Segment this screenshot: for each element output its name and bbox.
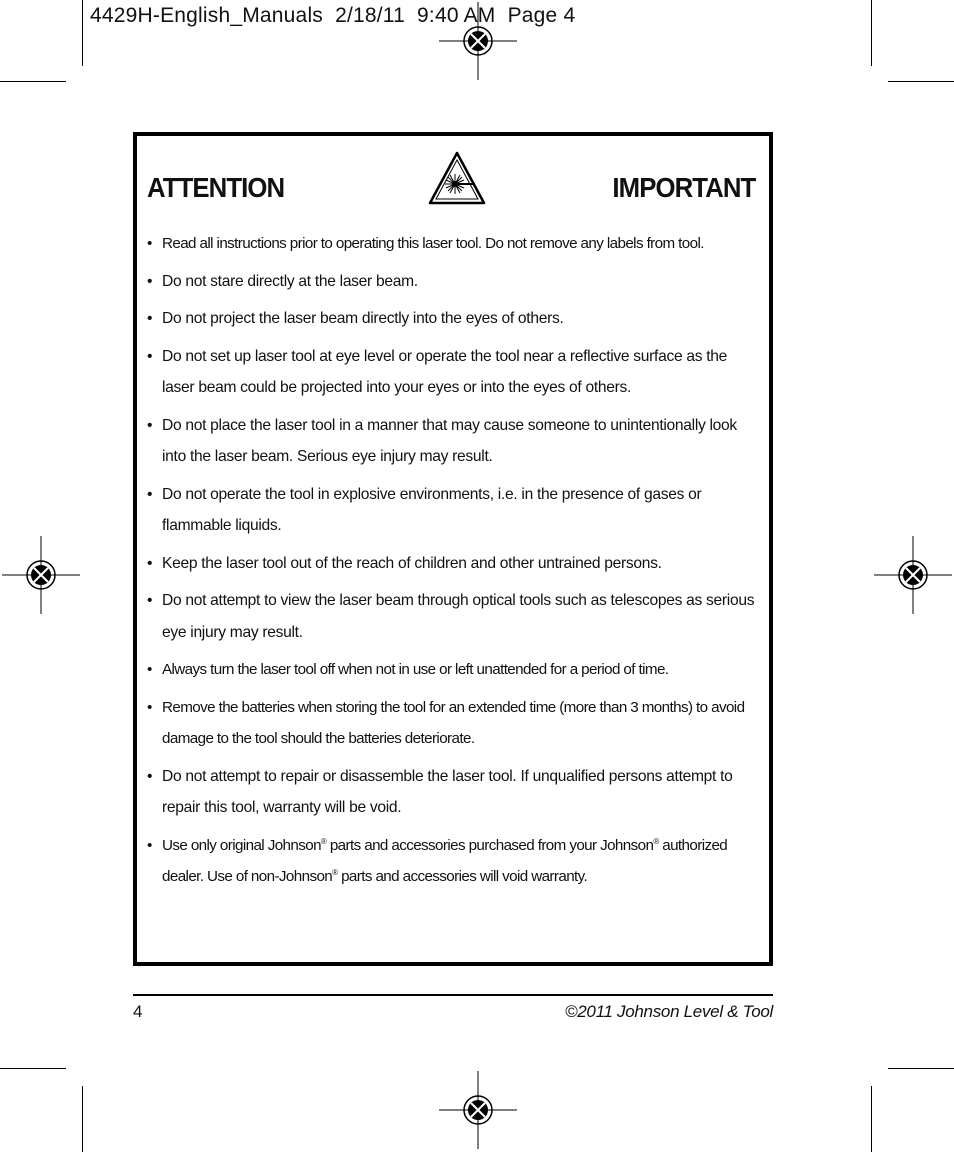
registration-mark-icon [2, 536, 80, 614]
registration-mark-icon [439, 2, 517, 80]
warning-list [147, 228, 763, 899]
crop-mark [0, 1068, 66, 1069]
laser-warning-icon [427, 150, 487, 206]
list-item: • Use only original Johnson® parts and accessories purchased from your Johnson® authorized dealer. Use of non-Johnson® parts and accessories will void warranty. [147, 836, 728, 885]
list-item: • Do not stare directly at the laser beam. [147, 272, 418, 290]
list-item: • Read all instructions prior to operating this laser tool. Do not remove any labels from tool. [147, 235, 704, 252]
list-item: • Keep the laser tool out of the reach of children and other untrained persons. [147, 554, 662, 572]
crop-mark [888, 1068, 954, 1069]
registered-mark: ® [332, 867, 338, 877]
list-item: • Do not set up laser tool at eye level or operate the tool near a reflective surface as the laser beam could be projected into your eyes or into the eyes of others. [147, 347, 728, 396]
crop-mark [871, 1086, 872, 1152]
list-item: • Do not project the laser beam directly into the eyes of others. [147, 310, 564, 327]
print-slug: 4429H-English_Manuals 2/18/11 9:40 AM Page 4 [90, 4, 576, 27]
laser-safety-warning-box [133, 132, 773, 966]
page-number: 4 [133, 1002, 143, 1021]
copyright-notice: ©2011 Johnson Level & Tool [565, 1002, 773, 1021]
list-item: • Always turn the laser tool off when not in use or left unattended for a period of time. [147, 661, 669, 678]
list-item: • Do not place the laser tool in a manner that may cause someone to unintentionally look into the laser beam. Serious eye injury may result. [147, 416, 737, 465]
registered-mark: ® [320, 836, 327, 846]
list-item: • Remove the batteries when storing the tool for an extended time (more than 3 months) to avoid damage to the tool should the batteries deteriorate. [147, 698, 745, 747]
list-item: • Do not attempt to view the laser beam through optical tools such as telescopes as serious eye injury may result. [147, 592, 755, 641]
list-item: • Do not attempt to repair or disassemble the laser tool. If unqualified persons attempt to repair this tool, warranty will be void. [147, 767, 733, 816]
registration-mark-icon [439, 1071, 517, 1149]
crop-mark [871, 0, 872, 66]
heading-important: IMPORTANT [612, 172, 755, 203]
crop-mark [888, 81, 954, 82]
footer-rule [133, 994, 773, 996]
list-item: • Do not operate the tool in explosive environments, i.e. in the presence of gases or flammable liquids. [147, 485, 702, 534]
heading-attention: ATTENTION [147, 172, 285, 203]
crop-mark [0, 81, 66, 82]
registered-mark: ® [653, 836, 659, 846]
registration-mark-icon [874, 536, 952, 614]
crop-mark [82, 0, 83, 66]
crop-mark [82, 1086, 83, 1152]
